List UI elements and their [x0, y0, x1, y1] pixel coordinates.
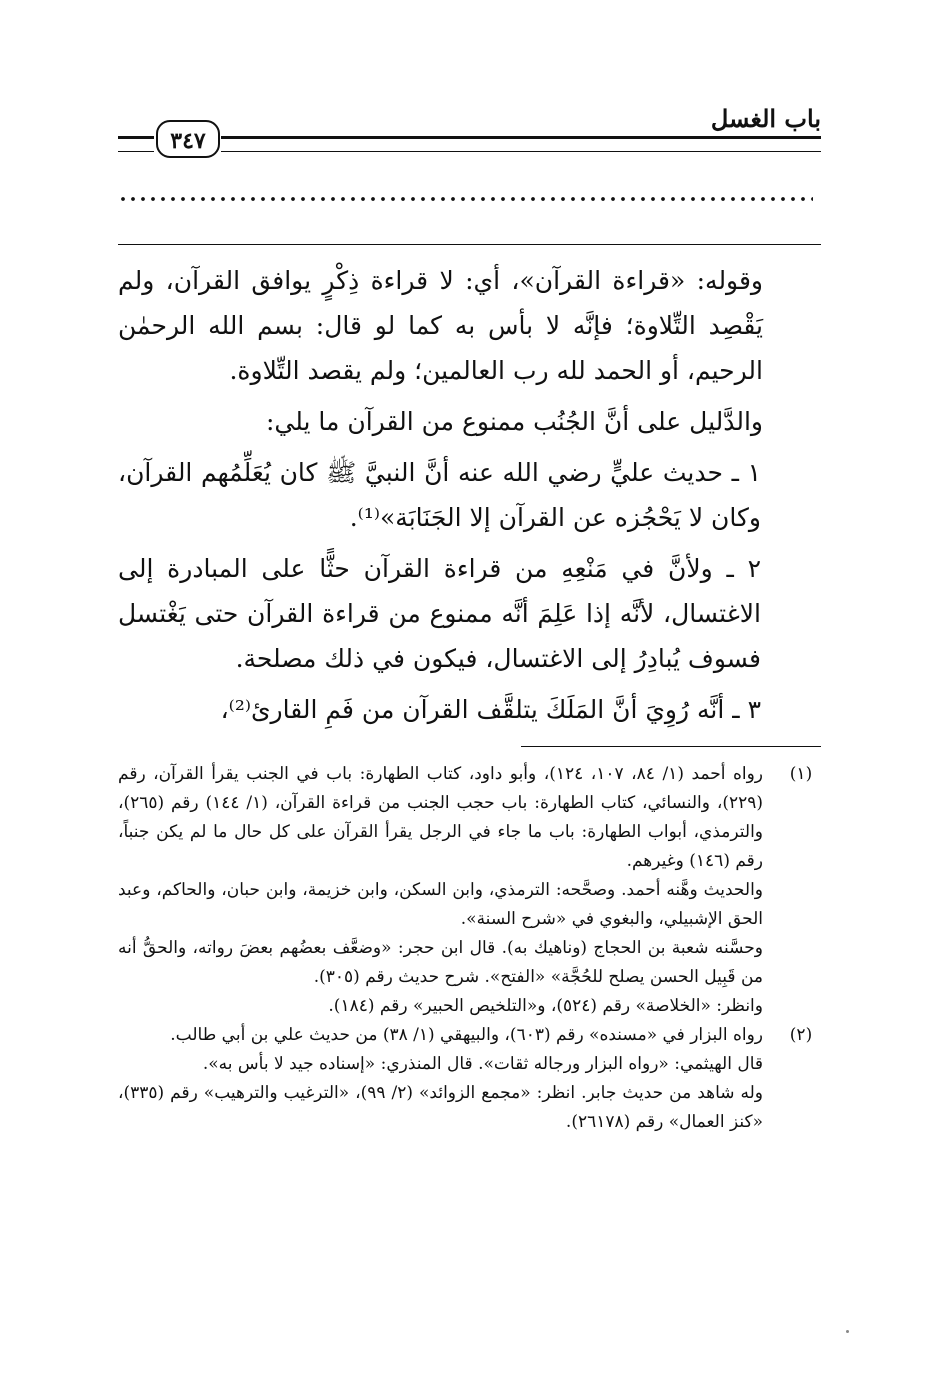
footnote-number: (٢): [789, 1025, 813, 1045]
paragraph: وقوله: «قراءة القرآن»، أي: لا قراءة ذِكْرٍ يوافق القرآن، ولم يَقْصِد التِّلاوة؛ فإنَّه لا بأس به كما لو قال: بسم الله الرحمٰن الرحيم، أو الحمد لله رب العالمين؛ ولم يقصد التِّلاوة.: [118, 266, 763, 385]
footnote-line: رواه أحمد (١/ ٨٤، ١٠٧، ١٢٤)، وأبو داود، كتاب الطهارة: باب في الجنب يقرأ القرآن، رقم (٢٢٩)، والنسائي، كتاب الطهارة: باب حجب الجنب من قراءة القرآن، (١/ ١٤٤) رقم (٢٦٥)، والترمذي، أبواب الطهارة: باب ما جاء في الرجل يقرأ القرآن على كل حال ما لم يكن جنباً، رقم (١٤٦) وغيرهم.: [118, 764, 763, 871]
evidence-item: ٣ ـ أنَّه رُوِيَ أنَّ المَلَكَ يتلقَّف القرآن من فَمِ القارئ⁽²⁾،: [220, 695, 761, 724]
footnote-line: وحسَّنه شعبة بن الحجاج (وناهيك به). قال ابن حجر: «وضعَّف بعضُهم بعضَ رواته، والحقُّ أنه من قَبِيل الحسن يصلح للحُجَّة» «الفتح». شرح حديث رقم (٣٠٥).: [118, 938, 763, 987]
header-rule: [221, 136, 821, 152]
section-rule: [118, 244, 821, 245]
footnote: [118, 1021, 821, 1137]
footnote-line: وله شاهد من حديث جابر. انظر: «مجمع الزوائد» (٢/ ٩٩)، «الترغيب والترهيب» رقم (٣٣٥)، «كنز العمال» رقم (٢٦١٧٨).: [118, 1083, 764, 1132]
footnote-line: والحديث وهَّنه أحمد. وصحَّحه: الترمذي، وابن السكن، وابن خزيمة، وابن حبان، والحاكم، وعبد الحق الإشبيلي، والبغوي في «شرح السنة».: [118, 880, 763, 929]
footnote-rule: [521, 746, 821, 747]
page-number: ٣٤٧: [156, 120, 220, 158]
main-text: [118, 258, 821, 738]
footnote-line: رواه البزار في «مسنده» رقم (٦٠٣)، والبيهقي (١/ ٣٨) من حديث علي بن أبي طالب.: [170, 1025, 763, 1045]
scan-speck: [846, 1330, 849, 1333]
footnote-number: (١): [789, 764, 813, 784]
evidence-item: ٢ ـ ولأنَّ في مَنْعِهِ من قراءة القرآن حثًّا على المبادرة إلى الاغتسال، لأنَّه إذا عَلِمَ أنَّه ممنوع من قراءة القرآن حتى يَغْتسل فسوف يُبادِرُ إلى الاغتسال، فيكون في ذلك مصلحة.: [118, 554, 761, 673]
dotted-separator: [118, 192, 813, 206]
paragraph: والدَّليل على أنَّ الجُنُب ممنوع من القرآن ما يلي:: [265, 407, 763, 436]
footnote: [118, 760, 821, 1021]
footnote-line: وانظر: «الخلاصة» رقم (٥٢٤)، و«التلخيص الحبير» رقم (١٨٤).: [328, 996, 763, 1016]
chapter-title: باب الغسل: [710, 104, 821, 133]
footnote-line: قال الهيثمي: «رواه البزار ورجاله ثقات». قال المنذري: «إسناده جيد لا بأس به».: [202, 1054, 763, 1074]
footnotes: [118, 760, 821, 1137]
header-rule-left: [118, 136, 154, 152]
evidence-item: ١ ـ حديث عليٍّ رضي الله عنه أنَّ النبيَّ ﷺ كان يُعَلِّمُهم القرآن، وكان لا يَحْجُزه عن القرآن إلا الجَنَابَة»⁽¹⁾.: [118, 458, 761, 532]
